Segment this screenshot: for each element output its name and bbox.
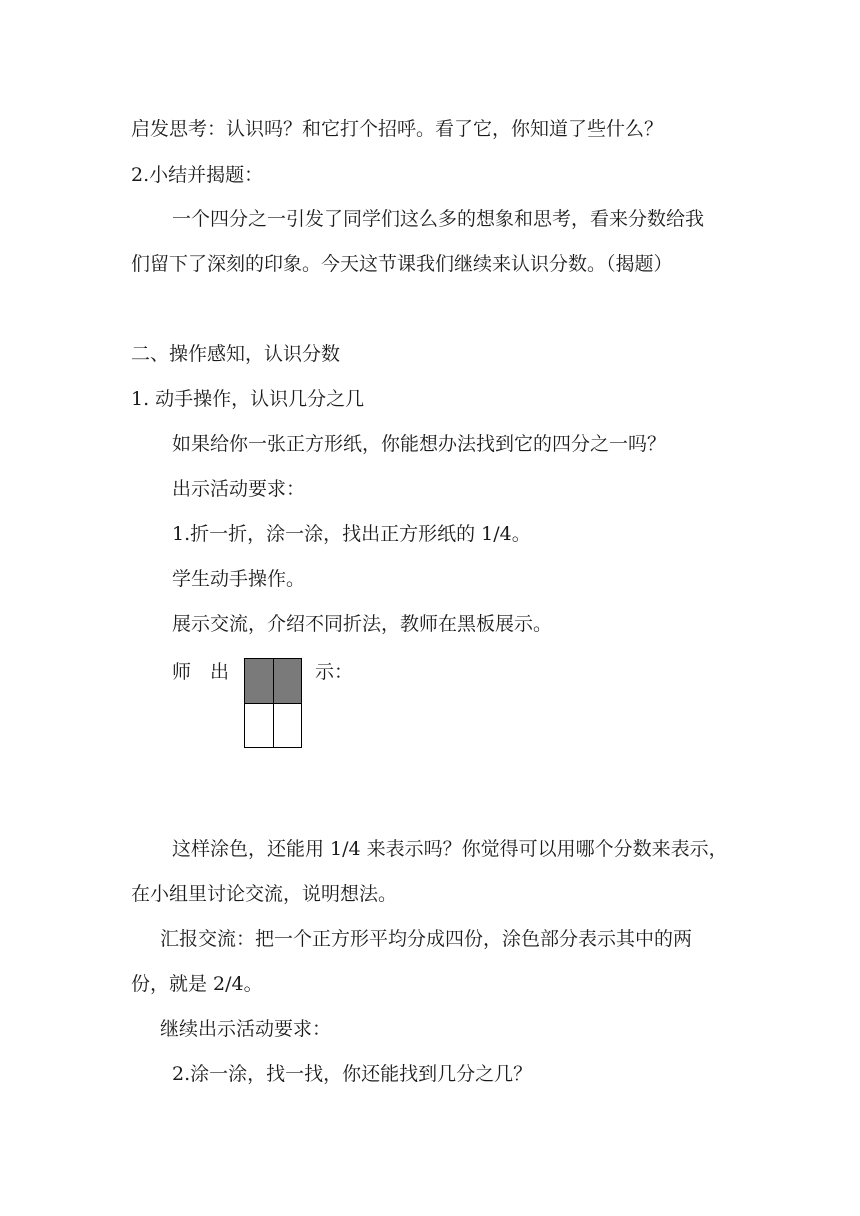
section-heading: 二、操作感知，认识分数 — [131, 343, 341, 365]
text-line: 这样涂色，还能用 1/4 来表示吗？你觉得可以用哪个分数来表示， — [172, 838, 728, 860]
text-line: 汇报交流：把一个正方形平均分成四份，涂色部分表示其中的两 — [160, 928, 693, 950]
shaded-cell — [245, 659, 273, 703]
text-line: 继续出示活动要求： — [160, 1018, 332, 1040]
divider — [245, 703, 301, 704]
text-line: 一个四分之一引发了同学们这么多的想象和思考，看来分数给我 — [172, 208, 705, 230]
text-line: 2.涂一涂，找一找，你还能找到几分之几？ — [172, 1063, 533, 1085]
text-line: 启发思考：认识吗？和它打个招呼。看了它，你知道了些什么？ — [131, 118, 664, 140]
shaded-cell — [274, 659, 301, 703]
text-line: 如果给你一张正方形纸，你能想办法找到它的四分之一吗？ — [172, 433, 667, 455]
text-line: 师 出 — [172, 661, 230, 683]
section-subtitle: 1. 动手操作，认识几分之几 — [131, 388, 365, 410]
square-figure — [244, 658, 302, 748]
text-line: 份，就是 2/4。 — [131, 973, 263, 995]
text-line: 展示交流，介绍不同折法，教师在黑板展示。 — [172, 613, 553, 635]
text-line: 在小组里讨论交流，说明想法。 — [131, 883, 398, 905]
text-line: 1.折一折，涂一涂，找出正方形纸的 1/4。 — [172, 523, 531, 545]
text-line: 出示活动要求： — [172, 478, 306, 500]
text-line: 示： — [315, 661, 354, 683]
text-line: 们留下了深刻的印象。今天这节课我们继续来认识分数。（揭题） — [131, 253, 673, 275]
text-line: 学生动手操作。 — [172, 568, 306, 590]
section-subtitle: 2.小结并揭题： — [131, 164, 264, 186]
